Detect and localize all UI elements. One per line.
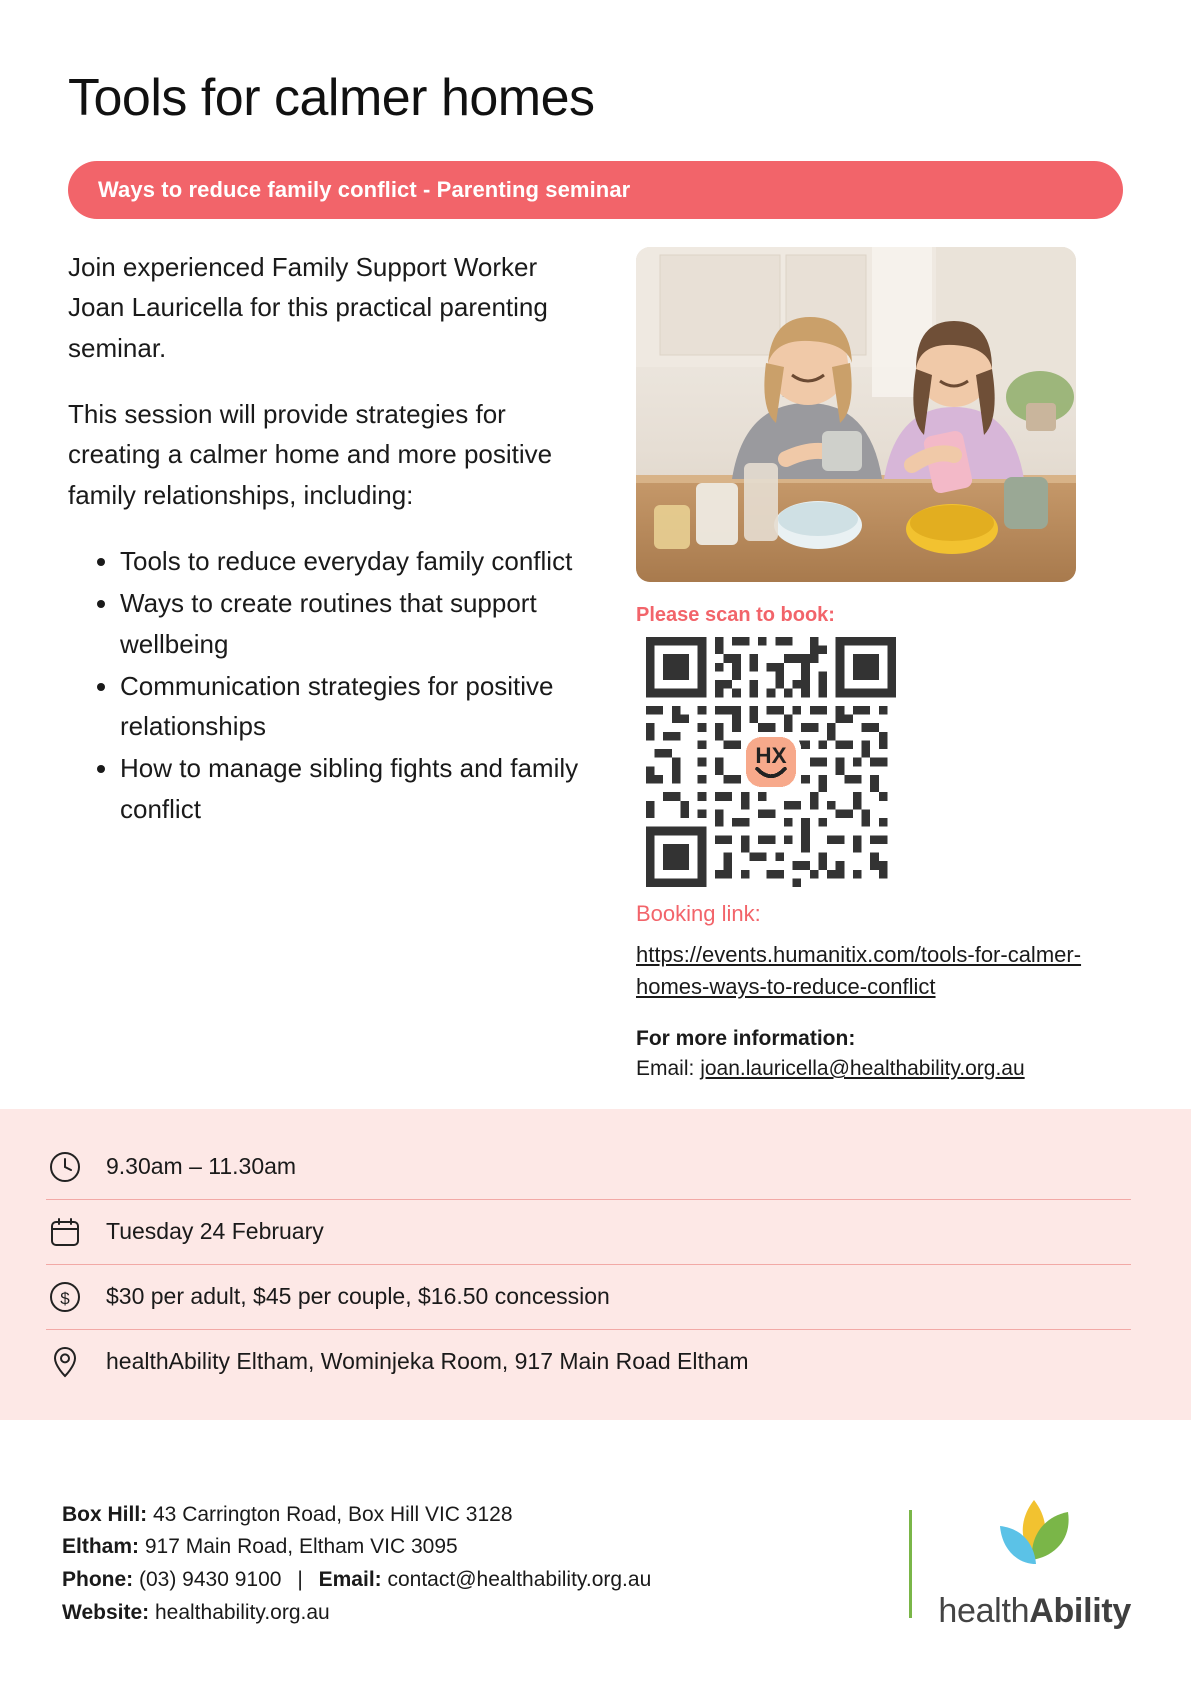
- healthability-logo: [938, 1496, 1131, 1631]
- footer-eltham-label: Eltham:: [62, 1535, 140, 1559]
- footer-separator: |: [297, 1567, 303, 1591]
- more-information-title: For more information:: [636, 1026, 856, 1050]
- list-item: • How to manage sibling fights and family conflict: [120, 748, 598, 829]
- right-column: [628, 247, 1123, 1081]
- qr-logo-text: HX: [755, 743, 787, 769]
- scan-to-book-label: Please scan to book:: [636, 604, 835, 627]
- detail-text-location: healthAbility Eltham, Wominjeka Room, 917 Main Road Eltham: [106, 1348, 749, 1375]
- clock-icon: [46, 1148, 84, 1186]
- detail-row-date: [46, 1200, 1131, 1265]
- svg-text:$: $: [60, 1288, 70, 1308]
- logo-word-bold: Ability: [1029, 1592, 1131, 1631]
- footer-phone-value: (03) 9430 9100: [133, 1567, 282, 1591]
- footer-website-value: healthability.org.au: [149, 1600, 330, 1624]
- benefits-list: [68, 541, 598, 829]
- footer-eltham-line: [62, 1531, 801, 1564]
- qr-code-icon: [640, 637, 902, 887]
- body-columns: [68, 247, 1123, 1081]
- footer-boxhill-label: Box Hill:: [62, 1502, 148, 1526]
- footer-boxhill-value: 43 Carrington Road, Box Hill VIC 3128: [147, 1502, 513, 1526]
- page-title: Tools for calmer homes: [68, 69, 595, 127]
- logo-wordmark: [938, 1592, 1131, 1631]
- email-prefix: Email:: [636, 1056, 701, 1080]
- footer-branding: [801, 1496, 1131, 1631]
- photo-illustration: [636, 247, 1076, 582]
- detail-text-date: Tuesday 24 February: [106, 1218, 324, 1245]
- seminar-photo: [636, 247, 1076, 582]
- booking-qr-code[interactable]: [640, 637, 902, 887]
- detail-row-price: [46, 1265, 1131, 1330]
- dollar-icon: [46, 1278, 84, 1316]
- left-column: [68, 247, 598, 1081]
- detail-row-location: [46, 1330, 1131, 1394]
- footer: [0, 1420, 1191, 1684]
- event-details-band: [0, 1109, 1191, 1420]
- subtitle-banner: [68, 161, 1123, 219]
- footer-website-line: [62, 1597, 801, 1630]
- footer-phone-label: Phone:: [62, 1567, 134, 1591]
- footer-divider: [909, 1510, 912, 1618]
- list-item: • Tools to reduce everyday family conflict: [120, 541, 598, 581]
- logo-word-light: health: [938, 1592, 1030, 1631]
- intro-paragraph-1: Join experienced Family Support Worker Joan Lauricella for this practical parenting seminar.: [68, 252, 548, 363]
- list-item: • Communication strategies for positive relationships: [120, 666, 598, 747]
- subtitle-text: Ways to reduce family conflict - Parenting seminar: [98, 177, 631, 203]
- list-item: • Ways to create routines that support wellbeing: [120, 583, 598, 664]
- detail-row-time: [46, 1135, 1131, 1200]
- contact-email-link[interactable]: joan.lauricella@healthability.org.au: [700, 1056, 1025, 1080]
- intro-paragraph-2: This session will provide strategies for creating a calmer home and more positive family relationships, including:: [68, 399, 553, 510]
- leaf-logo-icon: [960, 1496, 1110, 1588]
- footer-email-label: Email:: [318, 1567, 382, 1591]
- footer-contact-block: [62, 1499, 801, 1629]
- footer-eltham-value: 917 Main Road, Eltham VIC 3095: [139, 1535, 458, 1559]
- footer-boxhill-line: [62, 1499, 801, 1532]
- detail-text-time: 9.30am – 11.30am: [106, 1153, 297, 1180]
- footer-phone-email-line: [62, 1564, 801, 1597]
- footer-email-value: contact@healthability.org.au: [381, 1567, 652, 1591]
- calendar-icon: [46, 1213, 84, 1251]
- detail-text-price: $30 per adult, $45 per couple, $16.50 concession: [106, 1283, 610, 1310]
- booking-link-label: Booking link:: [636, 901, 761, 927]
- more-information-email-line: [636, 1057, 1123, 1081]
- booking-link[interactable]: https://events.humanitix.com/tools-for-calmer-homes-ways-to-reduce-conflict: [636, 942, 1082, 1000]
- footer-website-label: Website:: [62, 1600, 150, 1624]
- location-pin-icon: [46, 1343, 84, 1381]
